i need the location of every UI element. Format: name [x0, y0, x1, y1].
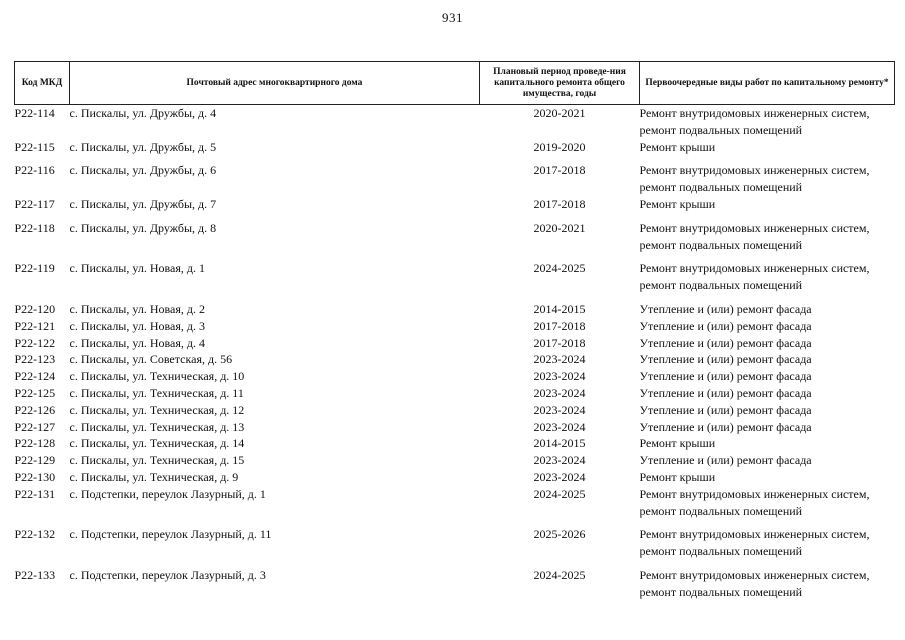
row-address: с. Пискалы, ул. Дружбы, д. 6 — [69, 163, 217, 178]
row-code: Р22-129 — [14, 453, 56, 468]
table-row — [15, 419, 895, 436]
row-works — [640, 351, 895, 368]
row-code: Р22-121 — [14, 318, 56, 333]
row-works — [640, 567, 895, 601]
work-line: Утепление и (или) ремонт фасада — [639, 419, 812, 434]
header-period: Плановый период проведе-ния капитального ремонта общего имущества, годы — [480, 62, 640, 105]
row-address: с. Пискалы, ул. Новая, д. 3 — [69, 318, 205, 333]
row-works — [640, 260, 895, 294]
table-header — [15, 62, 895, 105]
row-period: 2023-2024 — [533, 369, 586, 384]
row-address: с. Пискалы, ул. Техническая, д. 14 — [69, 436, 245, 451]
row-code: Р22-126 — [14, 402, 56, 417]
row-works — [640, 452, 895, 469]
row-works — [640, 435, 895, 452]
row-code: Р22-128 — [14, 436, 56, 451]
row-spacer — [15, 519, 895, 526]
row-address: с. Пискалы, ул. Техническая, д. 9 — [69, 469, 239, 484]
row-spacer-cell — [15, 213, 895, 220]
row-period: 2014-2015 — [533, 301, 586, 316]
row-period: 2017-2018 — [533, 163, 586, 178]
work-line: Ремонт внутридомовых инженерных систем, — [639, 106, 870, 120]
row-period: 2023-2024 — [533, 453, 586, 468]
row-period: 2017-2018 — [533, 196, 586, 211]
row-works — [640, 526, 895, 560]
work-line: Утепление и (или) ремонт фасада — [639, 318, 812, 333]
row-spacer-cell — [15, 253, 895, 260]
table-row — [15, 301, 895, 318]
row-code: Р22-127 — [14, 419, 56, 434]
row-address: с. Подстепки, переулок Лазурный, д. 3 — [69, 567, 266, 582]
row-code: Р22-118 — [14, 220, 55, 235]
row-period: 2025-2026 — [533, 527, 586, 542]
work-line: ремонт подвальных помещений — [639, 544, 803, 559]
work-line: Утепление и (или) ремонт фасада — [639, 369, 812, 384]
row-period: 2017-2018 — [533, 335, 586, 350]
row-code: Р22-120 — [14, 301, 56, 316]
work-line: Ремонт внутридомовых инженерных систем, — [639, 486, 870, 501]
work-line: Утепление и (или) ремонт фасада — [639, 402, 812, 417]
row-period: 2017-2018 — [533, 318, 586, 333]
row-spacer-cell — [15, 560, 895, 567]
row-address: с. Пискалы, ул. Новая, д. 1 — [69, 261, 205, 276]
row-address: с. Пискалы, ул. Новая, д. 2 — [69, 301, 205, 316]
row-address: с. Пискалы, ул. Советская, д. 56 — [69, 352, 233, 367]
row-code: Р22-122 — [14, 335, 56, 350]
row-spacer-cell — [15, 155, 895, 162]
work-line: Утепление и (или) ремонт фасада — [639, 385, 812, 400]
work-line: ремонт подвальных помещений — [639, 237, 803, 252]
row-spacer-cell — [15, 519, 895, 526]
work-line: ремонт подвальных помещений — [639, 503, 803, 518]
row-code: Р22-123 — [14, 352, 56, 367]
row-period: 2020-2021 — [533, 106, 586, 120]
row-spacer — [15, 560, 895, 567]
work-line: Ремонт внутридомовых инженерных систем, — [639, 261, 870, 276]
row-address: с. Подстепки, переулок Лазурный, д. 11 — [69, 527, 272, 542]
work-line: Ремонт крыши — [639, 139, 716, 154]
row-code: Р22-130 — [14, 469, 56, 484]
row-period: 2024-2025 — [533, 567, 586, 582]
work-line: Утепление и (или) ремонт фасада — [639, 301, 812, 316]
row-works — [640, 469, 895, 486]
row-address: с. Пискалы, ул. Дружбы, д. 7 — [69, 196, 217, 211]
row-works — [640, 301, 895, 318]
row-address: с. Пискалы, ул. Техническая, д. 12 — [69, 402, 245, 417]
row-code: Р22-133 — [14, 567, 56, 582]
row-address: с. Пискалы, ул. Техническая, д. 13 — [69, 419, 245, 434]
row-period: 2023-2024 — [533, 469, 586, 484]
row-address: с. Пискалы, ул. Техническая, д. 10 — [69, 369, 245, 384]
work-line: Утепление и (или) ремонт фасада — [639, 453, 812, 468]
row-address: с. Подстепки, переулок Лазурный, д. 1 — [69, 486, 266, 501]
table-row — [15, 385, 895, 402]
row-code: Р22-119 — [14, 261, 55, 276]
page-number: 931 — [442, 10, 463, 25]
table-row — [15, 196, 895, 213]
capital-repair-table — [14, 61, 895, 601]
work-line: Ремонт внутридомовых инженерных систем, — [639, 567, 870, 582]
row-address: с. Пискалы, ул. Новая, д. 4 — [69, 335, 205, 350]
row-period: 2023-2024 — [533, 352, 586, 367]
row-works — [640, 162, 895, 196]
row-period: 2019-2020 — [533, 139, 586, 154]
row-code: Р22-132 — [14, 527, 56, 542]
row-period: 2024-2025 — [533, 261, 586, 276]
row-period: 2014-2015 — [533, 436, 586, 451]
table-row — [15, 335, 895, 352]
table-row — [15, 318, 895, 335]
row-period: 2023-2024 — [533, 402, 586, 417]
table-row — [15, 567, 895, 601]
row-works — [640, 486, 895, 520]
row-spacer — [15, 213, 895, 220]
row-spacer-cell — [15, 294, 895, 301]
row-works — [640, 335, 895, 352]
table-row — [15, 162, 895, 196]
row-works — [640, 220, 895, 254]
row-works — [640, 419, 895, 436]
row-address: с. Пискалы, ул. Дружбы, д. 8 — [69, 220, 217, 235]
work-line: Ремонт внутридомовых инженерных систем, — [639, 220, 870, 235]
work-line: Ремонт крыши — [639, 196, 716, 211]
header-code: Код МКД — [15, 62, 70, 105]
row-works — [640, 368, 895, 385]
table-row — [15, 402, 895, 419]
row-code: Р22-131 — [14, 486, 56, 501]
work-line: ремонт подвальных помещений — [639, 278, 803, 293]
row-works — [640, 139, 895, 156]
row-period: 2020-2021 — [533, 220, 586, 235]
work-line: Утепление и (или) ремонт фасада — [639, 352, 812, 367]
table-row — [15, 526, 895, 560]
row-address: с. Пискалы, ул. Техническая, д. 11 — [69, 385, 244, 400]
table-row — [15, 220, 895, 254]
table-row — [15, 260, 895, 294]
row-spacer — [15, 294, 895, 301]
row-code: Р22-124 — [14, 369, 56, 384]
work-line: Ремонт крыши — [639, 436, 716, 451]
work-line: Утепление и (или) ремонт фасада — [639, 335, 812, 350]
row-code: Р22-117 — [14, 196, 55, 211]
row-code: Р22-125 — [14, 385, 56, 400]
table-row — [15, 105, 895, 139]
header-works: Первоочередные виды работ по капитальному ремонту* — [640, 62, 895, 105]
work-line: Ремонт внутридомовых инженерных систем, — [639, 163, 870, 178]
table-body — [15, 105, 895, 601]
work-line: ремонт подвальных помещений — [639, 180, 803, 195]
row-works — [640, 385, 895, 402]
work-line: Ремонт внутридомовых инженерных систем, — [639, 527, 870, 542]
table-row — [15, 139, 895, 156]
row-address: с. Пискалы, ул. Дружбы, д. 5 — [69, 139, 217, 154]
row-code: Р22-115 — [14, 139, 55, 154]
row-period: 2024-2025 — [533, 486, 586, 501]
row-spacer — [15, 253, 895, 260]
row-period: 2023-2024 — [533, 419, 586, 434]
row-works — [640, 318, 895, 335]
table-row — [15, 368, 895, 385]
row-works — [640, 402, 895, 419]
table-row — [15, 486, 895, 520]
header-address: Почтовый адрес многоквартирного дома — [70, 62, 480, 105]
row-works — [640, 105, 895, 139]
row-address: с. Пискалы, ул. Техническая, д. 15 — [69, 453, 245, 468]
table-row — [15, 469, 895, 486]
row-code: Р22-114 — [14, 106, 55, 120]
row-works — [640, 196, 895, 213]
table-row — [15, 435, 895, 452]
work-line: ремонт подвальных помещений — [639, 122, 803, 137]
work-line: Ремонт крыши — [639, 469, 716, 484]
work-line: ремонт подвальных помещений — [639, 584, 803, 599]
table-row — [15, 351, 895, 368]
row-address: с. Пискалы, ул. Дружбы, д. 4 — [69, 106, 217, 120]
row-period: 2023-2024 — [533, 385, 586, 400]
table-row — [15, 452, 895, 469]
row-code: Р22-116 — [14, 163, 55, 178]
row-spacer — [15, 155, 895, 162]
